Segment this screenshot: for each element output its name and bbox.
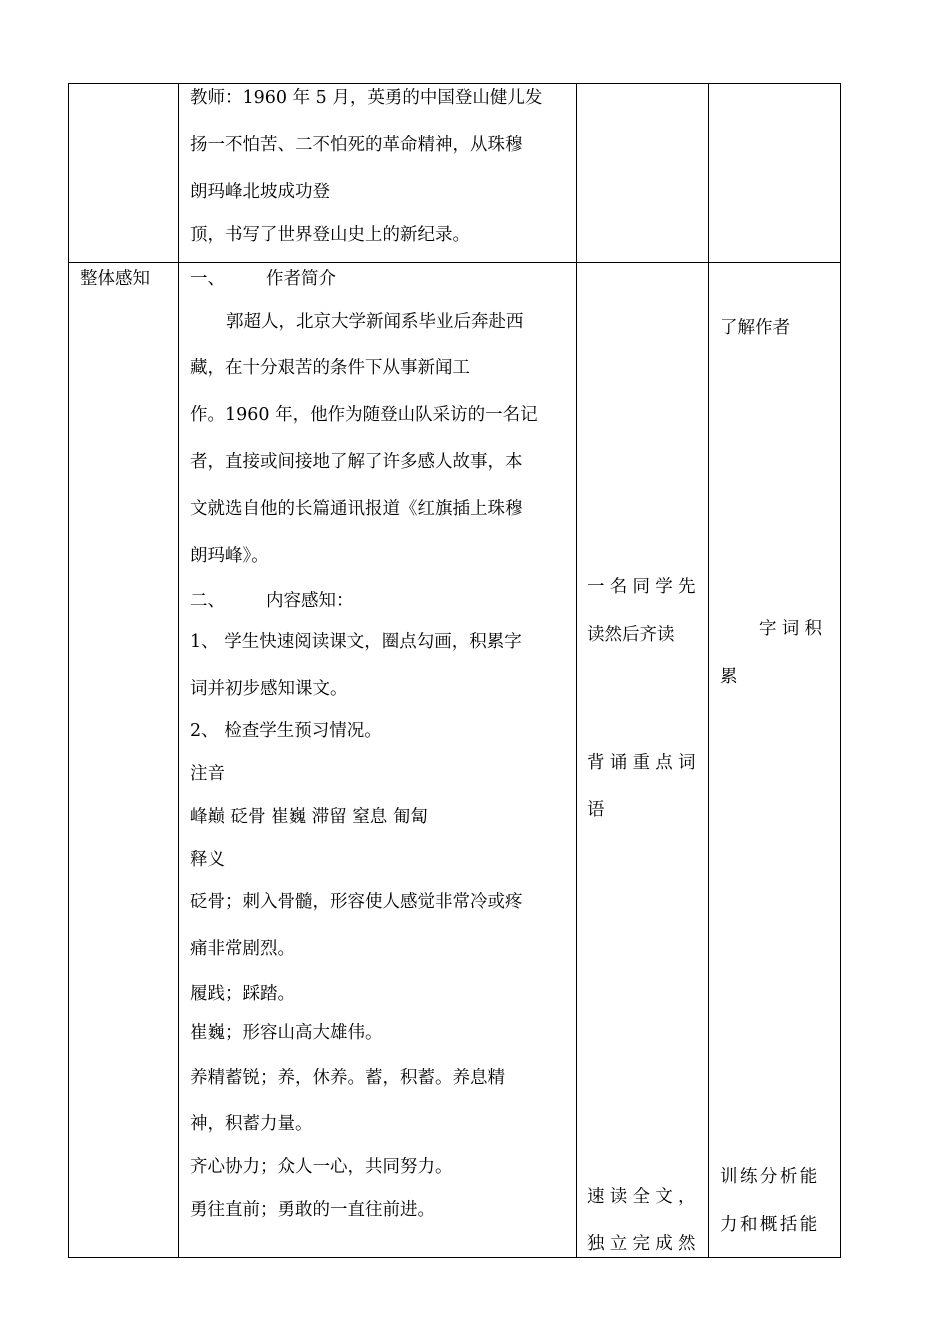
definition-line-3: 履践；踩踏。 (190, 984, 295, 1004)
column-divider-2 (576, 83, 577, 1258)
step-2: 2、 检查学生预习情况。 (190, 721, 382, 741)
zhuyin-label: 注音 (190, 764, 225, 784)
column-divider-3 (708, 83, 709, 1258)
intent-vocab-line-2: 累 (720, 667, 738, 687)
teacher-intro-line-2: 扬一不怕苦、二不怕死的革命精神，从珠穆 (190, 135, 523, 155)
section-1-number: 一、 (190, 269, 225, 289)
stage-label: 整体感知 (80, 269, 150, 289)
row-divider (68, 262, 841, 263)
intent-vocab-line-1: 字词积 (759, 619, 828, 639)
table-bottom-border (68, 1257, 841, 1258)
activity-skim-line-2: 独立完成然 (587, 1234, 701, 1254)
definition-line-2: 痛非常剧烈。 (190, 939, 295, 959)
author-bio-line-6: 朗玛峰》。 (190, 546, 269, 566)
zhuyin-words: 峰巅 砭骨 崔巍 滞留 窒息 匍匐 (190, 807, 428, 827)
author-bio-line-5: 文就选自他的长篇通讯报道《红旗插上珠穆 (190, 499, 523, 519)
section-1-title: 作者简介 (266, 269, 336, 289)
shiyi-label: 释义 (190, 850, 225, 870)
author-bio-line-3: 作。1960 年，他作为随登山队采访的一名记 (190, 405, 538, 425)
intent-train-line-1: 训练分析能 (720, 1167, 820, 1187)
definition-line-6: 神，积蓄力量。 (190, 1114, 313, 1134)
definition-line-1: 砭骨；刺入骨髓，形容使人感觉非常冷或疼 (190, 892, 523, 912)
section-2-number: 二、 (190, 591, 225, 611)
step-1-line-1: 1、 学生快速阅读课文，圈点勾画，积累字 (190, 632, 522, 652)
activity-read-line-1: 一名同学先 (587, 577, 701, 597)
table-top-border (68, 83, 841, 84)
definition-line-4: 崔巍；形容山高大雄伟。 (190, 1023, 383, 1043)
intent-train-line-2: 力和概括能 (720, 1215, 820, 1235)
author-bio-line-1: 郭超人，北京大学新闻系毕业后奔赴西 (226, 312, 524, 332)
teacher-intro-line-4: 顶，书写了世界登山史上的新纪录。 (190, 225, 470, 245)
teacher-intro-line-1: 教师：1960 年 5 月，英勇的中国登山健儿发 (190, 88, 543, 108)
activity-recite-line-1: 背诵重点词 (587, 753, 701, 773)
section-2-title: 内容感知： (266, 591, 354, 611)
definition-line-5: 养精蓄锐；养，休养。蓄，积蓄。养息精 (190, 1068, 505, 1088)
author-bio-line-2: 藏，在十分艰苦的条件下从事新闻工 (190, 358, 470, 378)
teacher-intro-line-3: 朗玛峰北坡成功登 (190, 182, 330, 202)
table-right-border (840, 83, 841, 1258)
activity-skim-line-1: 速读全文， (587, 1187, 701, 1207)
author-bio-line-4: 者，直接或间接地了解了许多感人故事，本 (190, 452, 523, 472)
column-divider-1 (178, 83, 179, 1258)
definition-line-8: 勇往直前；勇敢的一直往前进。 (190, 1200, 435, 1220)
intent-author: 了解作者 (720, 318, 790, 338)
activity-read-line-2: 读然后齐读 (587, 625, 675, 645)
definition-line-7: 齐心协力；众人一心，共同努力。 (190, 1157, 453, 1177)
step-1-line-2: 词并初步感知课文。 (190, 679, 348, 699)
table-left-border (68, 83, 69, 1258)
activity-recite-line-2: 语 (587, 800, 605, 820)
